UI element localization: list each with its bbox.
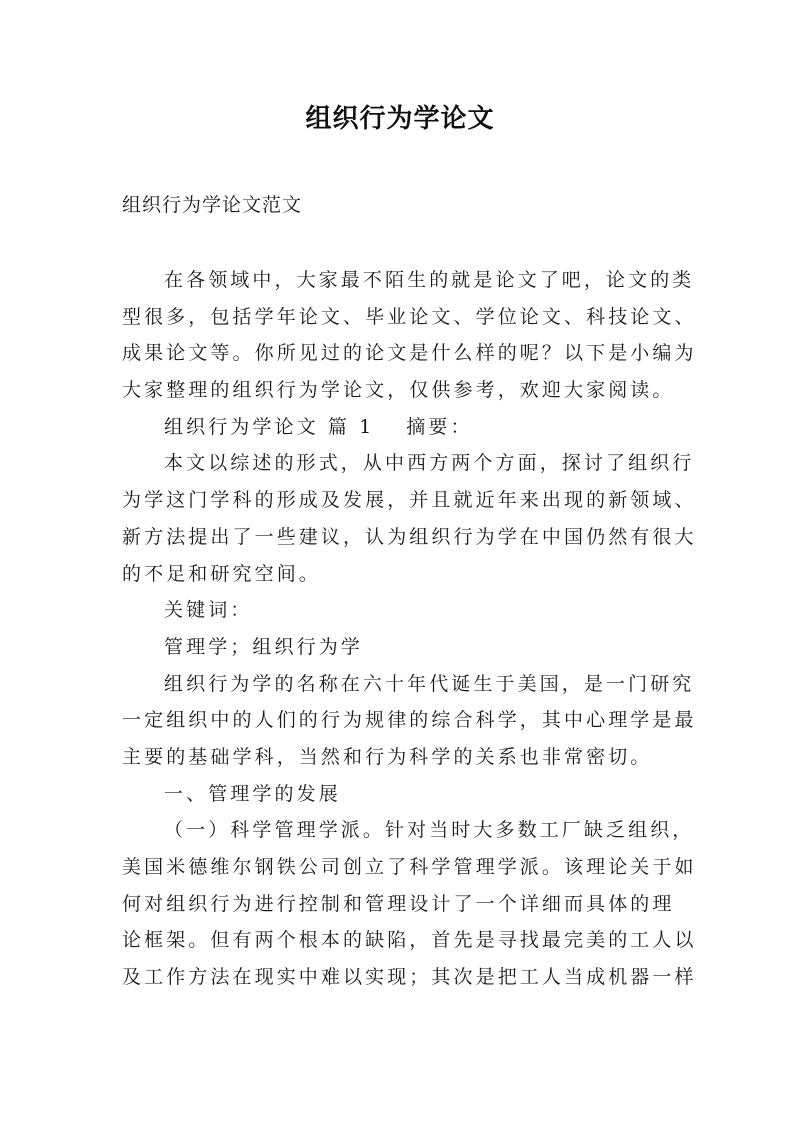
paragraph-line: 论框架。但有两个根本的缺陷，首先是寻找最完美的工人以 (122, 929, 697, 952)
paragraph-line: 美国米德维尔钢铁公司创立了科学管理学派。该理论关于如 (122, 856, 697, 878)
paragraph-line: 本文以综述的形式，从中西方两个方面，探讨了组织行 (164, 452, 695, 475)
document-subtitle: 组织行为学论文范文 (122, 194, 303, 216)
paragraph-line: 及工作方法在现实中难以实现；其次是把工人当成机器一样 (122, 966, 697, 989)
paragraph-line: （一）科学管理学派。针对当时大多数工厂缺乏组织， (164, 819, 695, 842)
section-heading-line (122, 409, 702, 446)
keywords-label: 关键词： (164, 599, 253, 622)
document-body (122, 262, 702, 996)
paragraph-line: 主要的基础学科，当然和行为科学的关系也非常密切。 (122, 745, 653, 768)
paragraph-line: 的不足和研究空间。 (122, 562, 321, 585)
keywords-value: 管理学；组织行为学 (164, 635, 363, 658)
paragraph-line: 大家整理的组织行为学论文，仅供参考，欢迎大家阅读。 (122, 379, 675, 402)
document-title: 组织行为学论文 (305, 104, 495, 134)
paragraph-line: 成果论文等。你所见过的论文是什么样的呢？以下是小编为 (122, 342, 697, 365)
paragraph-line: 在各领域中，大家最不陌生的就是论文了吧，论文的类 (164, 269, 695, 291)
paragraph-line: 为学这门学科的形成及发展，并且就近年来出现的新领域、 (122, 489, 697, 512)
section-heading: 一、管理学的发展 (164, 782, 341, 805)
paragraph-line: 新方法提出了一些建议，认为组织行为学在中国仍然有很大 (122, 525, 697, 548)
section-heading: 组织行为学论文 篇 1 (164, 415, 375, 438)
paragraph-line: 型很多，包括学年论文、毕业论文、学位论文、科技论文、 (122, 305, 697, 328)
paragraph-line: 何对组织行为进行控制和管理设计了一个详细而具体的理 (122, 892, 675, 915)
paragraph-line: 组织行为学的名称在六十年代诞生于美国，是一门研究 (164, 672, 695, 695)
abstract-label: 摘要： (406, 415, 473, 438)
paragraph-line: 一定组织中的人们的行为规律的综合科学，其中心理学是最 (122, 709, 697, 732)
